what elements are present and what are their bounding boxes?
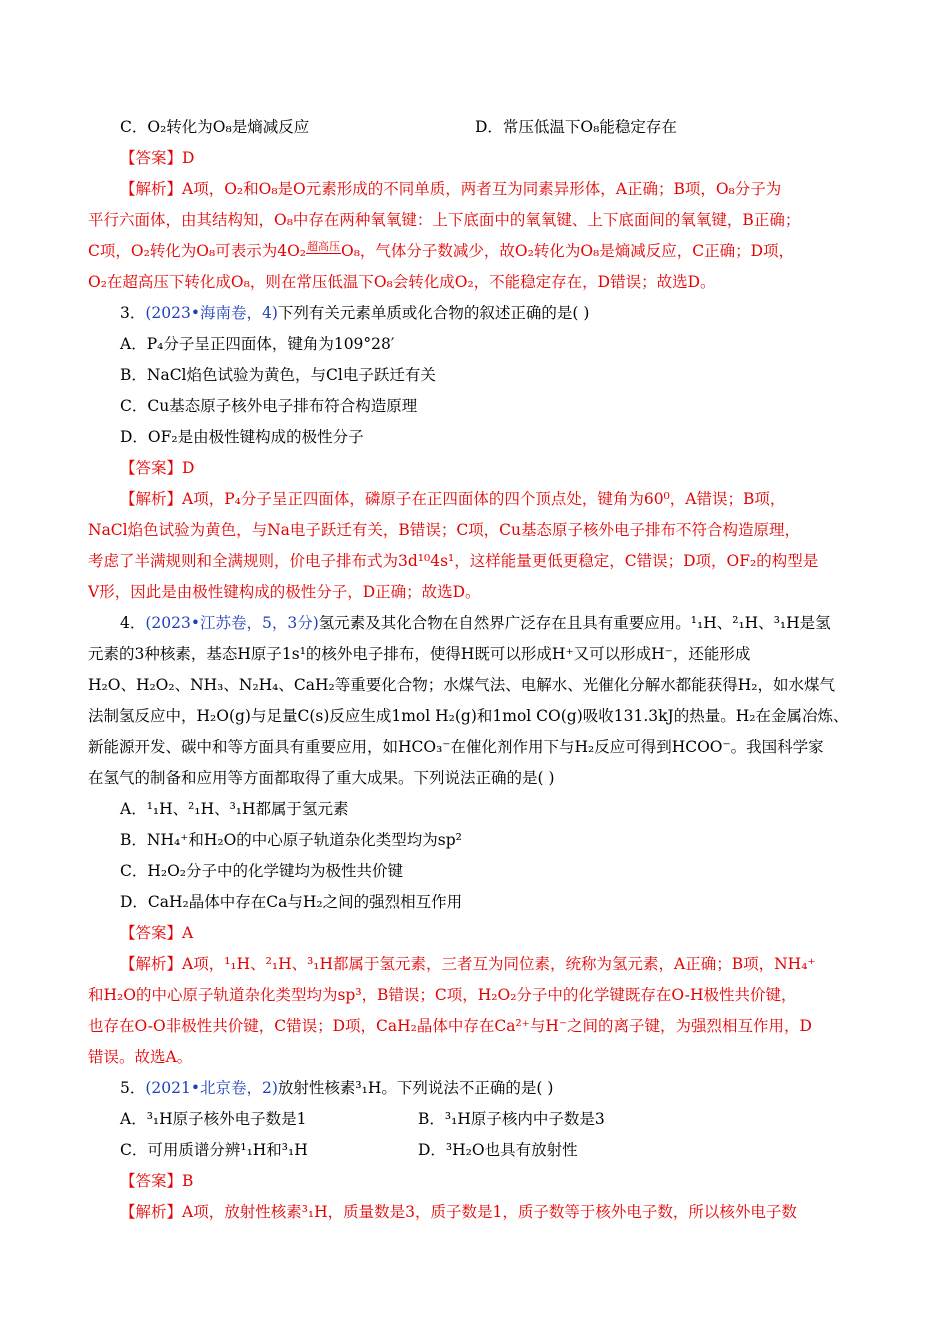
- q4-option-b: B．NH₄⁺和H₂O的中心原子轨道杂化类型均为sp²: [120, 831, 462, 849]
- q4-option-c: C．H₂O₂分子中的化学键均为极性共价键: [120, 862, 404, 880]
- q4-option-a: A．¹₁H、²₁H、³₁H都属于氢元素: [120, 800, 349, 818]
- q3-option-a: A．P₄分子呈正四面体，键角为109°28′: [120, 335, 395, 353]
- q5-option-b: B．³₁H原子核内中子数是3: [418, 1110, 605, 1128]
- q5-stem: [120, 1078, 553, 1098]
- q4-stem-line: 新能源开发、碳中和等方面具有重要应用，如HCO₃⁻在催化剂作用下与H₂反应可得到HCOO⁻。我国科学家: [88, 738, 824, 756]
- q4-explanation-line: 和H₂O的中心原子轨道杂化类型均为sp³，B错误；C项，H₂O₂分子中的化学键既存在O-H极性共价键，: [88, 986, 797, 1004]
- q4-option-d: D．CaH₂晶体中存在Ca与H₂之间的强烈相互作用: [120, 893, 463, 911]
- q3-explanation-line: 考虑了半满规则和全满规则，价电子排布式为3d¹⁰4s¹，这样能量更低更稳定，C错误；D项，OF₂的构型是: [88, 552, 819, 570]
- q4-stem-line: H₂O、H₂O₂、NH₃、N₂H₄、CaH₂等重要化合物；水煤气法、电解水、光催化分解水都能获得H₂，如水煤气: [88, 676, 835, 694]
- q5-answer: 【答案】B: [120, 1172, 194, 1190]
- q4-explanation-line: 也存在O-O非极性共价键，C错误；D项，CaH₂晶体中存在Ca²⁺与H⁻之间的离子键，为强烈相互作用，D: [88, 1017, 812, 1035]
- q2-answer: 【答案】D: [120, 149, 195, 167]
- question-text: 下列有关元素单质或化合物的叙述正确的是( ): [277, 304, 590, 322]
- q2-explanation-line: 平行六面体，由其结构知，O₈中存在两种氧氧键：上下底面中的氧氧键、上下底面间的氧氧键，B正确；: [88, 211, 801, 229]
- q2-explanation-part: C项，O₂转化为O₈可表示为4O₂: [88, 242, 306, 260]
- q3-explanation-line: 【解析】A项，P₄分子呈正四面体，磷原子在正四面体的四个顶点处，键角为60⁰，A错误；B项，: [120, 490, 786, 508]
- q2-explanation-line: 【解析】A项，O₂和O₈是O元素形成的不同单质，两者互为同素异形体，A正确；B项，O₈分子为: [120, 180, 782, 198]
- q5-option-d: D．³H₂O也具有放射性: [418, 1141, 578, 1159]
- q3-stem: [120, 303, 589, 323]
- q4-explanation-line: 【解析】A项，¹₁H、²₁H、³₁H都属于氢元素，三者互为同位素，统称为氢元素，A正确；B项，NH₄⁺: [120, 955, 816, 973]
- q2-explanation-line: [88, 241, 794, 261]
- question-source: (2021•北京卷，2): [145, 1079, 278, 1097]
- question-number: 4．: [120, 614, 146, 632]
- q2-explanation-part: O₈，气体分子数减少，故O₂转化为O₈是熵减反应，C正确；D项，: [341, 242, 795, 260]
- q4-stem-line: 元素的3种核素，基态H原子1s¹的核外电子排布，使得H既可以形成H⁺又可以形成H⁻，还能形成: [88, 645, 751, 663]
- q3-answer: 【答案】D: [120, 459, 195, 477]
- reaction-arrow-label: 超高压: [307, 240, 340, 253]
- question-number: 3．: [120, 304, 146, 322]
- q2-explanation-line: O₂在超高压下转化成O₈，则在常压低温下O₈会转化成O₂，不能稳定存在，D错误；故选D。: [88, 273, 716, 291]
- q3-explanation-line: V形，因此是由极性键构成的极性分子，D正确；故选D。: [88, 583, 481, 601]
- q5-option-c: C．可用质谱分辨¹₁H和³₁H: [120, 1141, 308, 1159]
- q4-stem: [120, 613, 831, 633]
- q4-stem-line: 法制氢反应中，H₂O(g)与足量C(s)反应生成1mol H₂(g)和1mol CO(g)吸收131.3kJ的热量。H₂在金属冶炼、: [88, 707, 849, 725]
- q3-explanation-line: NaCl焰色试验为黄色，与Na电子跃迁有关，B错误；C项，Cu基态原子核外电子排布不符合构造原理，: [88, 521, 801, 539]
- question-source: (2023•江苏卷，5，3分): [145, 614, 319, 632]
- q4-stem-line: 在氢气的制备和应用等方面都取得了重大成果。下列说法正确的是( ): [88, 769, 555, 787]
- q3-option-c: C．Cu基态原子核外电子排布符合构造原理: [120, 397, 418, 415]
- q3-option-d: D．OF₂是由极性键构成的极性分子: [120, 428, 364, 446]
- q2-option-d: D．常压低温下O₈能稳定存在: [475, 118, 677, 136]
- question-source: (2023•海南卷，4): [145, 304, 278, 322]
- question-number: 5．: [120, 1079, 146, 1097]
- q3-option-b: B．NaCl焰色试验为黄色，与Cl电子跃迁有关: [120, 366, 436, 384]
- question-text: 放射性核素³₁H。下列说法不正确的是( ): [277, 1079, 554, 1097]
- q5-explanation-line: 【解析】A项，放射性核素³₁H，质量数是3，质子数是1，质子数等于核外电子数，所以核外电子数: [120, 1203, 797, 1221]
- q4-explanation-line: 错误。故选A。: [88, 1048, 193, 1066]
- q4-answer: 【答案】A: [120, 924, 194, 942]
- q5-option-a: A．³₁H原子核外电子数是1: [120, 1110, 307, 1128]
- q2-option-c: C．O₂转化为O₈是熵减反应: [120, 118, 310, 136]
- question-text: 氢元素及其化合物在自然界广泛存在且具有重要应用。¹₁H、²₁H、³₁H是氢: [318, 614, 831, 632]
